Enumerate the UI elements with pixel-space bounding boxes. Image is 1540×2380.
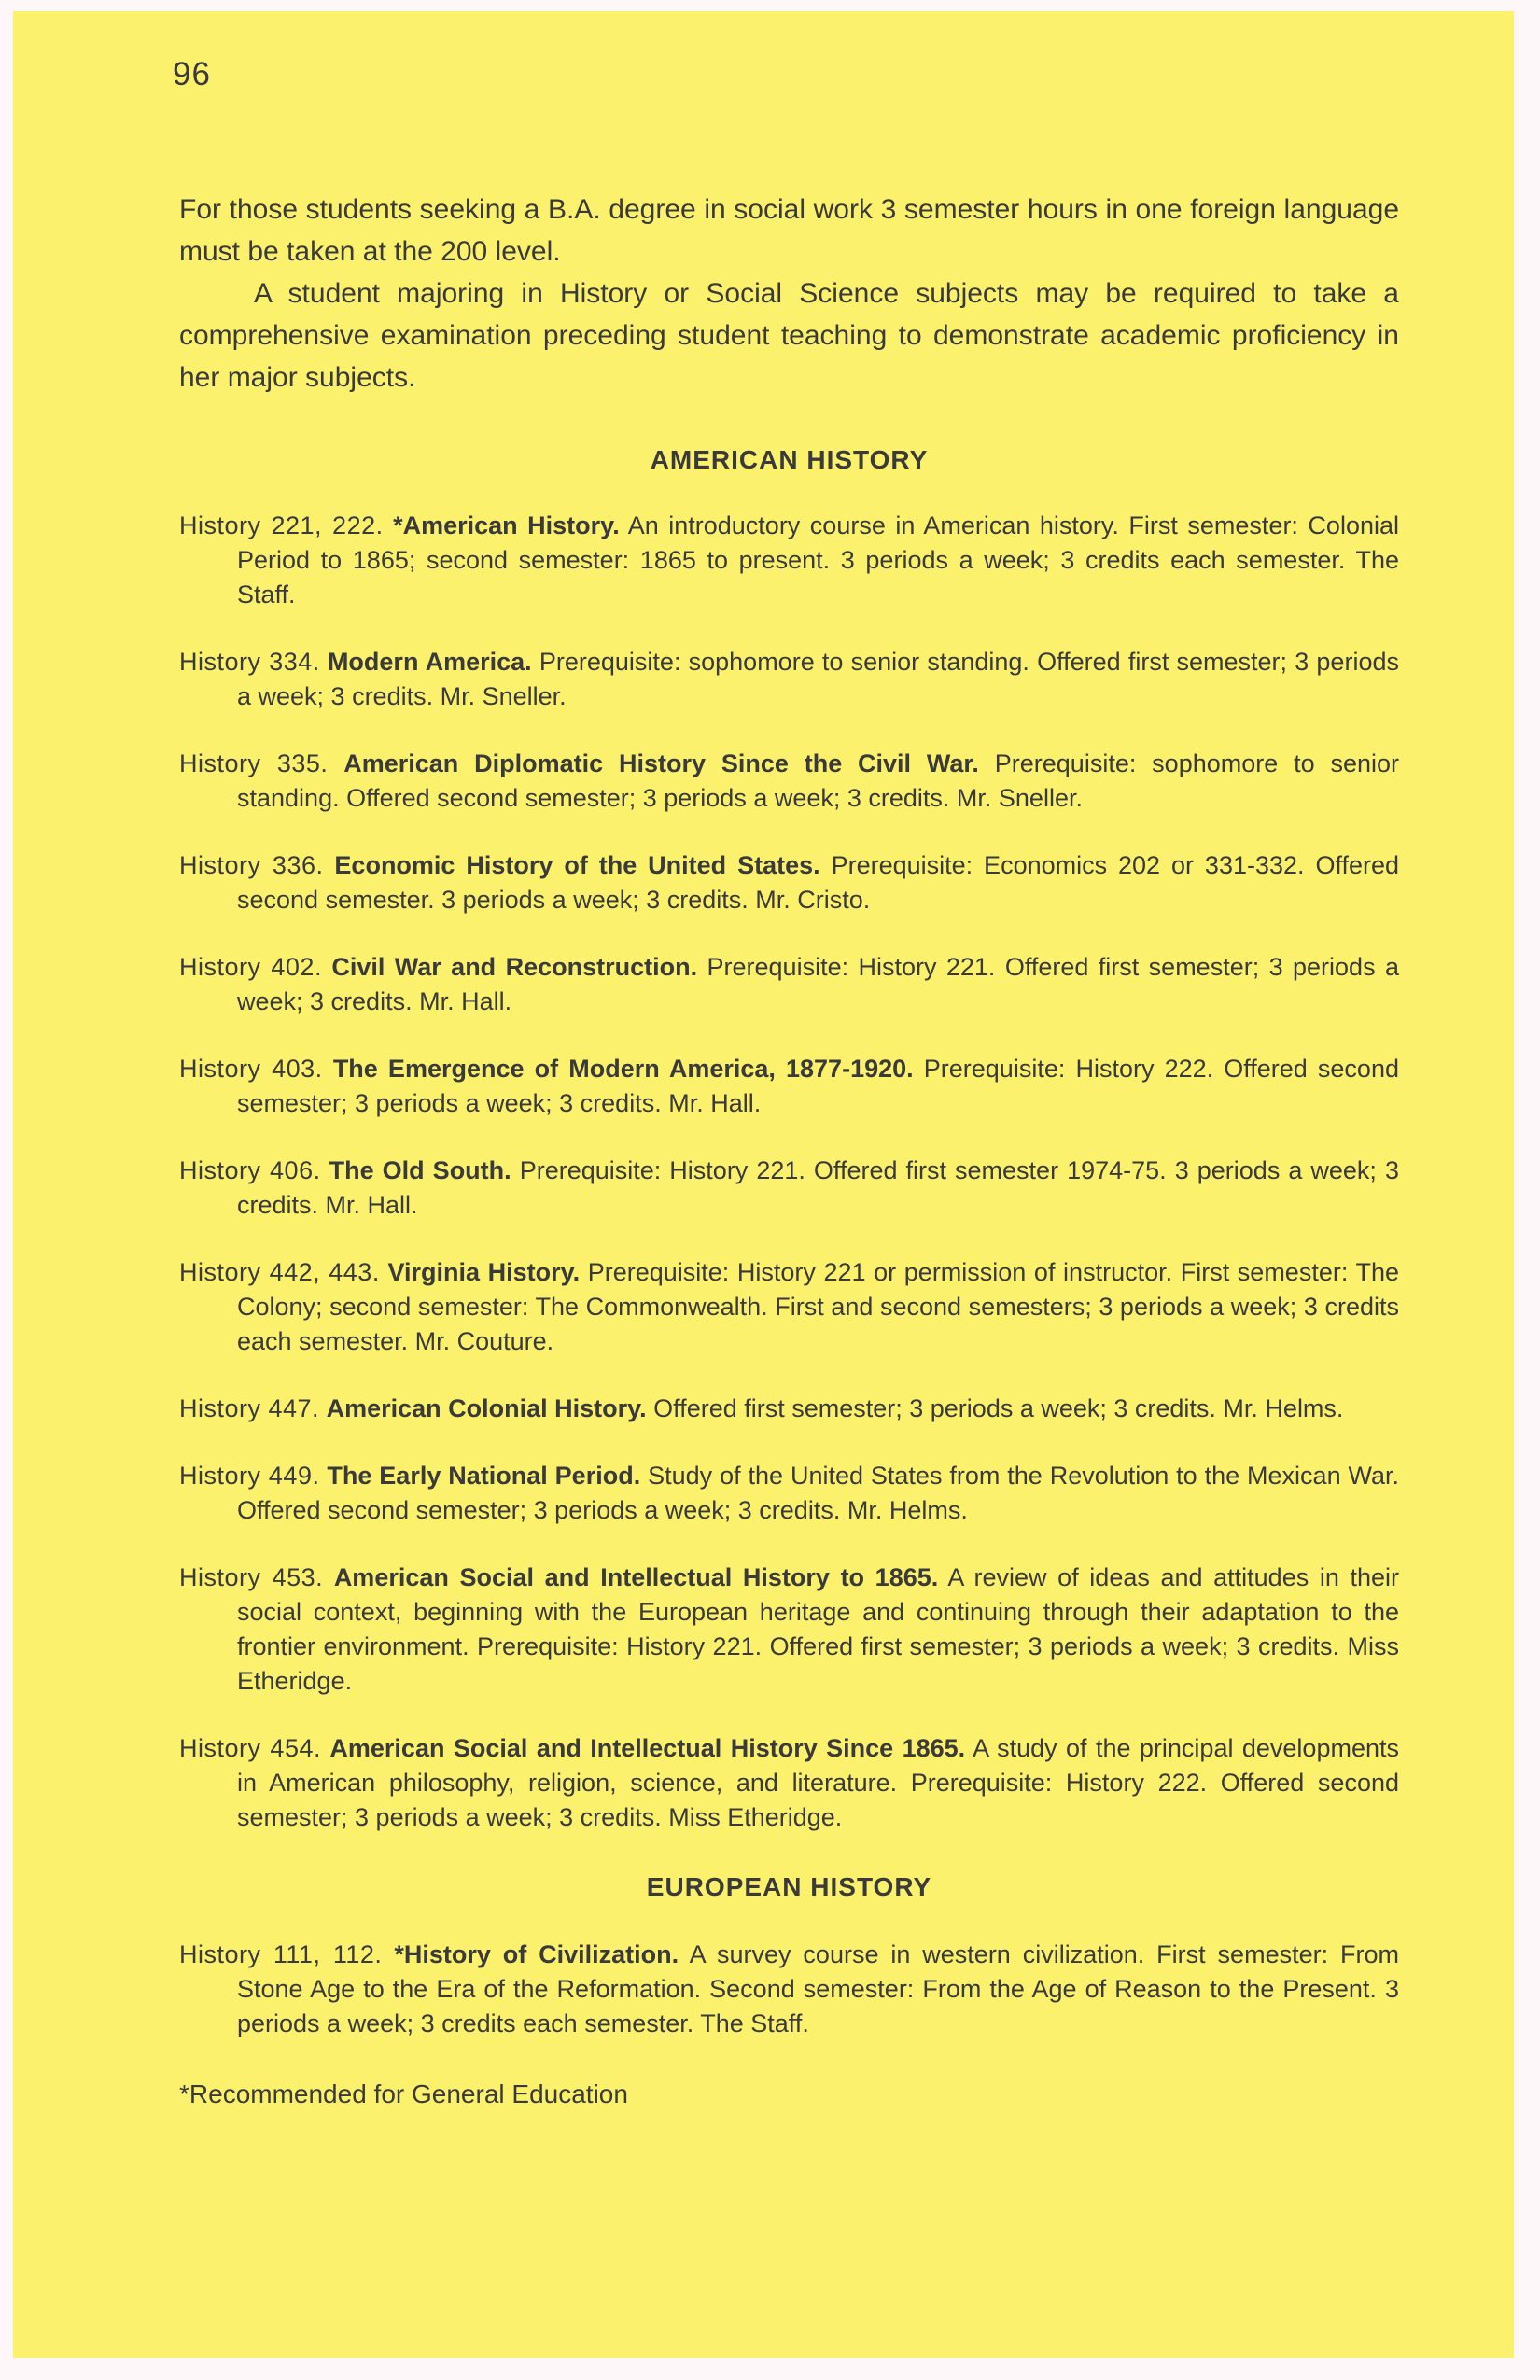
american-history-course-list	[179, 509, 1399, 1835]
course-description: Prerequisite: sophomore to senior standing. Offered first semester; 3 periods a week; 3 credits. Mr. Sneller.	[237, 648, 1399, 710]
course-number: History 449.	[179, 1462, 320, 1490]
course-number: History 334.	[179, 648, 320, 676]
page-content	[179, 189, 1399, 2111]
footnote-general-education: *Recommended for General Education	[179, 2079, 628, 2108]
course-description: Prerequisite: Economics 202 or 331-332. Offered second semester. 3 periods a week; 3 credits. Mr. Cristo.	[237, 851, 1400, 914]
course-number: History 402.	[179, 953, 322, 981]
course-entry	[179, 1459, 1399, 1528]
course-description: An introductory course in American history. First semester: Colonial Period to 1865; second semester: 1865 to present. 3 periods a week; 3 credits each semester. The Staff.	[237, 511, 1399, 609]
catalog-page	[13, 11, 1514, 2358]
course-description: Prerequisite: History 222. Offered second semester; 3 periods a week; 3 credits. Mr. Hall.	[237, 1055, 1399, 1117]
course-description: A study of the principal developments in American philosophy, religion, science, and literature. Prerequisite: History 222. Offered second semester; 3 periods a week; 3 credits. Miss Etheridge.	[237, 1734, 1399, 1831]
course-title: The Emergence of Modern America, 1877-1920.	[332, 1055, 914, 1083]
section-heading-american-history: AMERICAN HISTORY	[650, 445, 929, 474]
course-number: History 335.	[179, 749, 329, 777]
course-number: History 111, 112.	[179, 1940, 383, 1968]
course-title: American Social and Intellectual History Since 1865.	[329, 1734, 966, 1762]
course-entry	[179, 1255, 1399, 1359]
course-number: History 221, 222.	[179, 511, 384, 539]
intro-paragraph-social-work: For those students seeking a B.A. degree in social work 3 semester hours in one foreign language must be taken at the 200 level.	[179, 194, 1399, 267]
course-entry	[179, 1154, 1399, 1223]
course-title: American Social and Intellectual History to 1865.	[333, 1563, 939, 1591]
course-entry	[179, 950, 1399, 1019]
course-title: Economic History of the United States.	[334, 851, 820, 879]
course-description: Offered first semester; 3 periods a week; 3 credits. Mr. Helms.	[653, 1394, 1344, 1422]
course-description: Study of the United States from the Revolution to the Mexican War. Offered second semester; 3 periods a week; 3 credits. Mr. Helms.	[237, 1462, 1399, 1524]
course-entry	[179, 1561, 1399, 1699]
course-entry	[179, 747, 1399, 816]
course-entry	[179, 1938, 1399, 2041]
course-title: Civil War and Reconstruction.	[331, 953, 698, 981]
course-title: Virginia History.	[387, 1258, 581, 1286]
course-title: Modern America.	[327, 648, 532, 676]
course-number: History 403.	[179, 1055, 323, 1083]
course-number: History 406.	[179, 1156, 321, 1184]
course-number: History 447.	[179, 1394, 320, 1422]
course-description: Prerequisite: History 221. Offered first semester; 3 periods a week; 3 credits. Mr. Hall.	[237, 953, 1399, 1015]
course-title: *History of Civilization.	[394, 1940, 679, 1968]
intro-text	[179, 189, 1399, 399]
course-title: The Old South.	[329, 1156, 511, 1184]
course-title: American Colonial History.	[326, 1394, 647, 1422]
course-description: A survey course in western civilization. First semester: From Stone Age to the Era of the Reformation. Second semester: From the Age of Reason to the Present. 3 periods a week; 3 credits each semester. The Staff.	[237, 1940, 1399, 2037]
course-description: Prerequisite: sophomore to senior standing. Offered second semester; 3 periods a week; 3 credits. Mr. Sneller.	[237, 749, 1399, 812]
section-heading-european-history: EUROPEAN HISTORY	[646, 1872, 932, 1901]
course-number: History 454.	[179, 1734, 321, 1762]
course-entry	[179, 1052, 1399, 1121]
course-entry	[179, 645, 1399, 714]
course-entry	[179, 509, 1399, 612]
course-number: History 336.	[179, 851, 324, 879]
european-history-course-list	[179, 1938, 1399, 2041]
course-number: History 442, 443.	[179, 1258, 380, 1286]
course-title: American Diplomatic History Since the Civil War.	[343, 749, 979, 777]
page-number: 96	[173, 56, 211, 92]
course-description: Prerequisite: History 221. Offered first semester 1974-75. 3 periods a week; 3 credits. Mr. Hall.	[237, 1156, 1399, 1219]
course-description: A review of ideas and attitudes in their social context, beginning with the European heritage and continuing through their adaptation to the frontier environment. Prerequisite: History 221. Offered first semester; 3 periods a week; 3 credits. Miss Etheridge.	[237, 1563, 1399, 1695]
course-title: The Early National Period.	[327, 1462, 641, 1490]
intro-paragraph-comprehensive-exam: A student majoring in History or Social Science subjects may be required to take a comprehensive examination preceding student teaching to demonstrate academic proficiency in her major subjects.	[179, 278, 1399, 393]
course-entry	[179, 1392, 1399, 1426]
course-number: History 453.	[179, 1563, 324, 1591]
course-entry	[179, 1731, 1399, 1835]
course-title: *American History.	[393, 511, 620, 539]
course-description: Prerequisite: History 221 or permission of instructor. First semester: The Colony; second semester: The Commonwealth. First and second semesters; 3 periods a week; 3 credits each semester. Mr. Couture.	[237, 1258, 1399, 1355]
course-entry	[179, 848, 1399, 917]
